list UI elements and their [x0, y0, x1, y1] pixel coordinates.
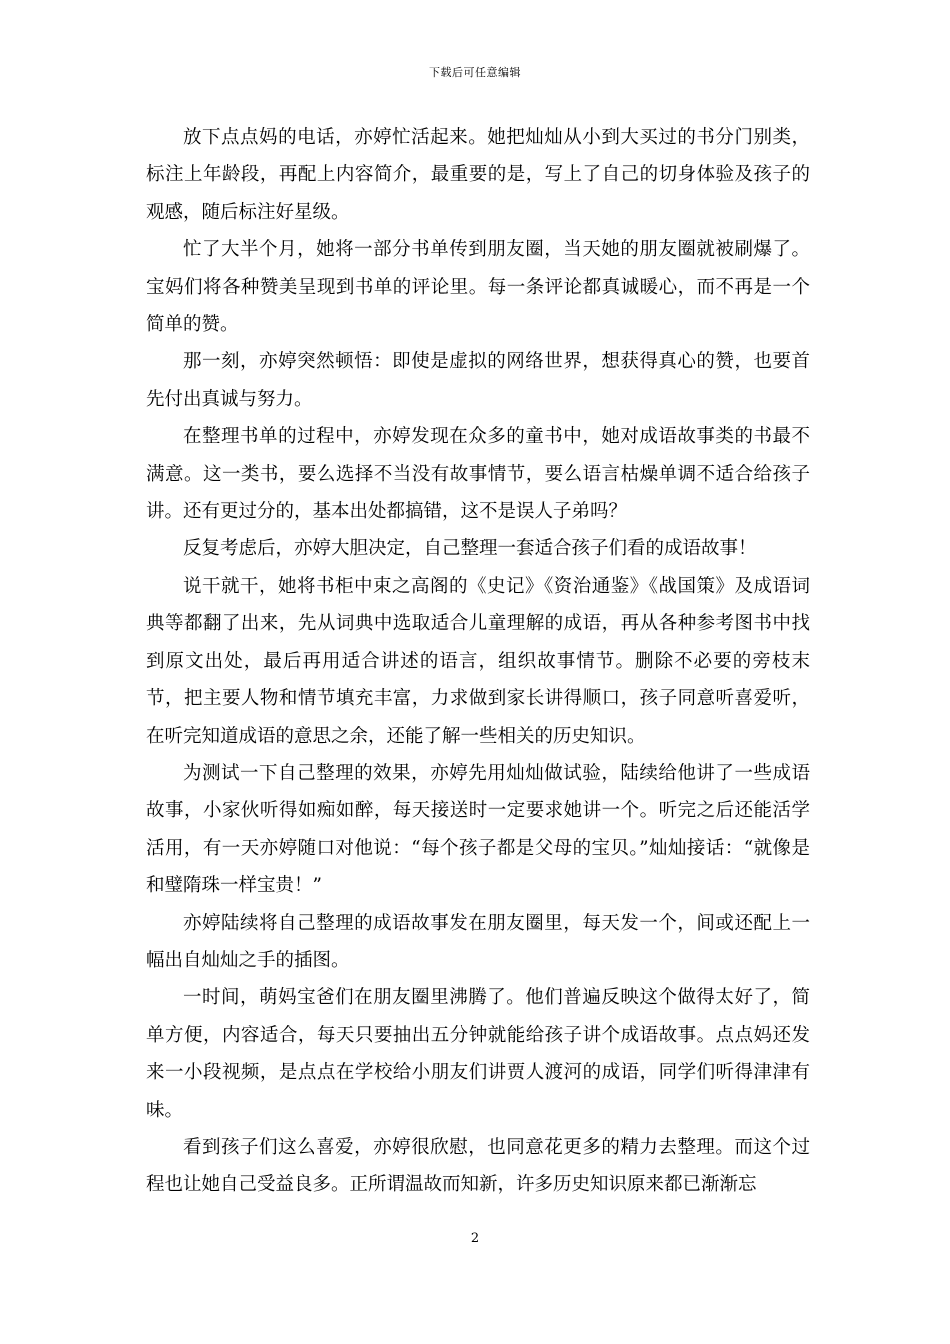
page-number: 2	[470, 1231, 480, 1246]
paragraph: 为测试一下自己整理的效果，亦婷先用灿灿做试验，陆续给他讲了一些成语故事，小家伙听得如痴如醉，每天接送时一定要求她讲一个。听完之后还能活学活用，有一天亦婷随口对他说：“每个孩子都是父母的宝贝。”灿灿接话：“就像是和璧隋珠一样宝贵！”	[146, 762, 810, 897]
paragraph: 看到孩子们这么喜爱，亦婷很欣慰，也同意花更多的精力去整理。而这个过程也让她自己受益良多。正所谓温故而知新，许多历史知识原来都已渐渐忘	[146, 1136, 810, 1196]
paragraph: 亦婷陆续将自己整理的成语故事发在朋友圈里，每天发一个，间或还配上一幅出自灿灿之手的插图。	[146, 912, 810, 971]
paragraph: 那一刻，亦婷突然顿悟：即使是虚拟的网络世界，想获得真心的赞，也要首先付出真诚与努力。	[146, 351, 810, 410]
paragraph: 一时间，萌妈宝爸们在朋友圈里沸腾了。他们普遍反映这个做得太好了，简单方便，内容适合，每天只要抽出五分钟就能给孩子讲个成语故事。点点妈还发来一小段视频，是点点在学校给小朋友们讲贾人渡河的成语，同学们听得津津有味。	[146, 987, 810, 1121]
page-header: 下载后可任意编辑	[429, 66, 521, 79]
paragraph: 反复考虑后，亦婷大胆决定，自己整理一套适合孩子们看的成语故事！	[183, 538, 757, 560]
paragraph: 放下点点妈的电话，亦婷忙活起来。她把灿灿从小到大买过的书分门别类，标注上年龄段，再配上内容简介，最重要的是，写上了自己的切身体验及孩子的观感，随后标注好星级。	[146, 127, 810, 223]
body-text	[146, 119, 810, 1204]
paragraph: 在整理书单的过程中，亦婷发现在众多的童书中，她对成语故事类的书最不满意。这一类书，要么选择不当没有故事情节，要么语言枯燥单调不适合给孩子讲。还有更过分的，基本出处都搞错，这不是误人子弟吗？	[146, 426, 810, 523]
paragraph: 忙了大半个月，她将一部分书单传到朋友圈，当天她的朋友圈就被刷爆了。宝妈们将各种赞美呈现到书单的评论里。每一条评论都真诚暖心，而不再是一个简单的赞。	[146, 239, 810, 336]
paragraph: 说干就干，她将书柜中束之高阁的《史记》《资治通鉴》《战国策》及成语词典等都翻了出来，先从词典中选取适合儿童理解的成语，再从各种参考图书中找到原文出处，最后再用适合讲述的语言，组织故事情节。删除不必要的旁枝末节，把主要人物和情节填充丰富，力求做到家长讲得顺口，孩子同意听喜爱听，在听完知道成语的意思之余，还能了解一些相关的历史知识。	[146, 575, 810, 747]
